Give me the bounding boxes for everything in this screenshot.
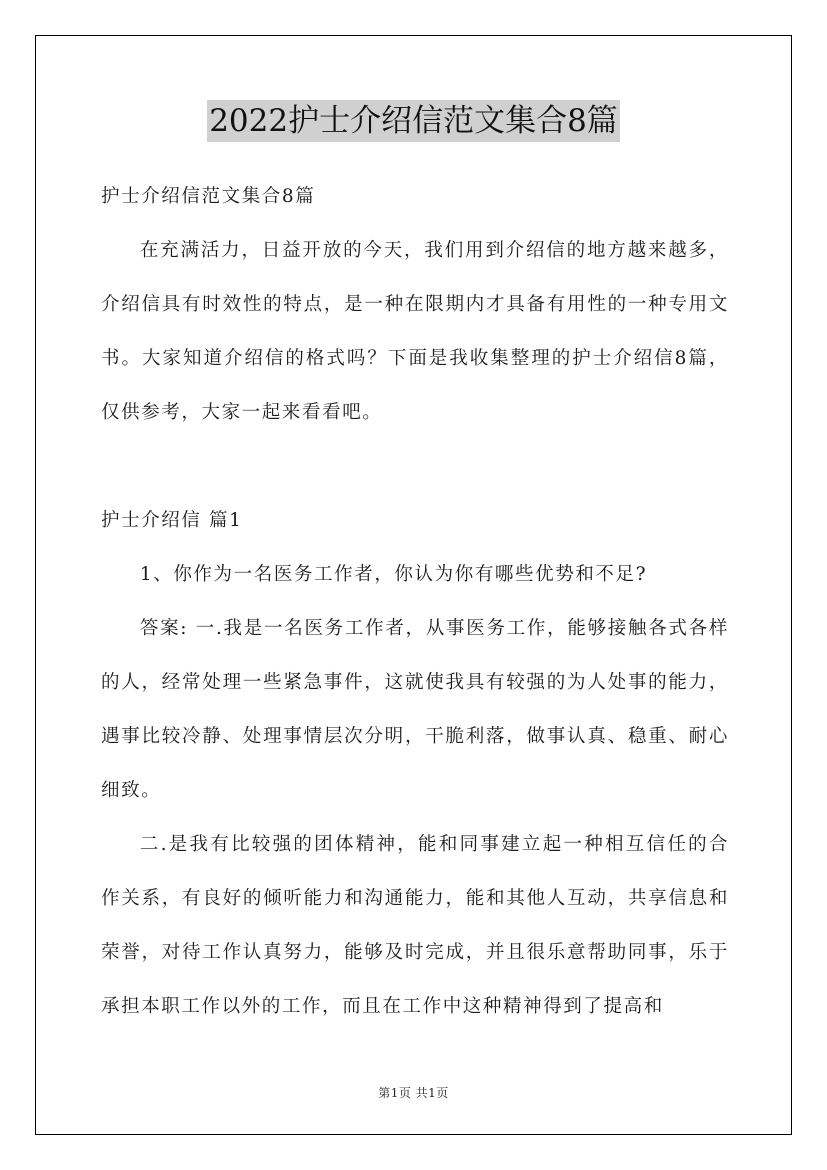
- title-area: [0, 100, 827, 142]
- question-paragraph: 1、你作为一名医务工作者，你认为你有哪些优势和不足?: [139, 564, 648, 585]
- intro-paragraph: 在充满活力，日益开放的今天，我们用到介绍信的地方越来越多，介绍信具有时效性的特点，是一种在限期内才具备有用性的一种专用文书。大家知道介绍信的格式吗？下面是我收集整理的护士介绍信8篇，仅供参考，大家一起来看看吧。: [101, 240, 729, 423]
- answer-paragraph-2: 二.是我有比较强的团体精神，能和同事建立起一种相互信任的合作关系，有良好的倾听能力和沟通能力，能和其他人互动，共享信息和荣誉，对待工作认真努力，能够及时完成，并且很乐意帮助同事，乐于承担本职工作以外的工作，而且在工作中这种精神得到了提高和: [101, 834, 729, 1017]
- page-footer: 第1页 共1页: [378, 1086, 449, 1100]
- document-subtitle: 护士介绍信范文集合8篇: [101, 186, 316, 207]
- document-body: [101, 170, 729, 1034]
- answer-paragraph-1: 答案: 一.我是一名医务工作者，从事医务工作，能够接触各式各样的人，经常处理一些紧急事件，这就使我具有较强的为人处事的能力，遇事比较冷静、处理事情层次分明，干脆利落，做事认真、稳重、耐心细致。: [101, 618, 729, 801]
- section-heading: 护士介绍信 篇1: [101, 510, 243, 531]
- document-title: 2022护士介绍信范文集合8篇: [207, 100, 620, 142]
